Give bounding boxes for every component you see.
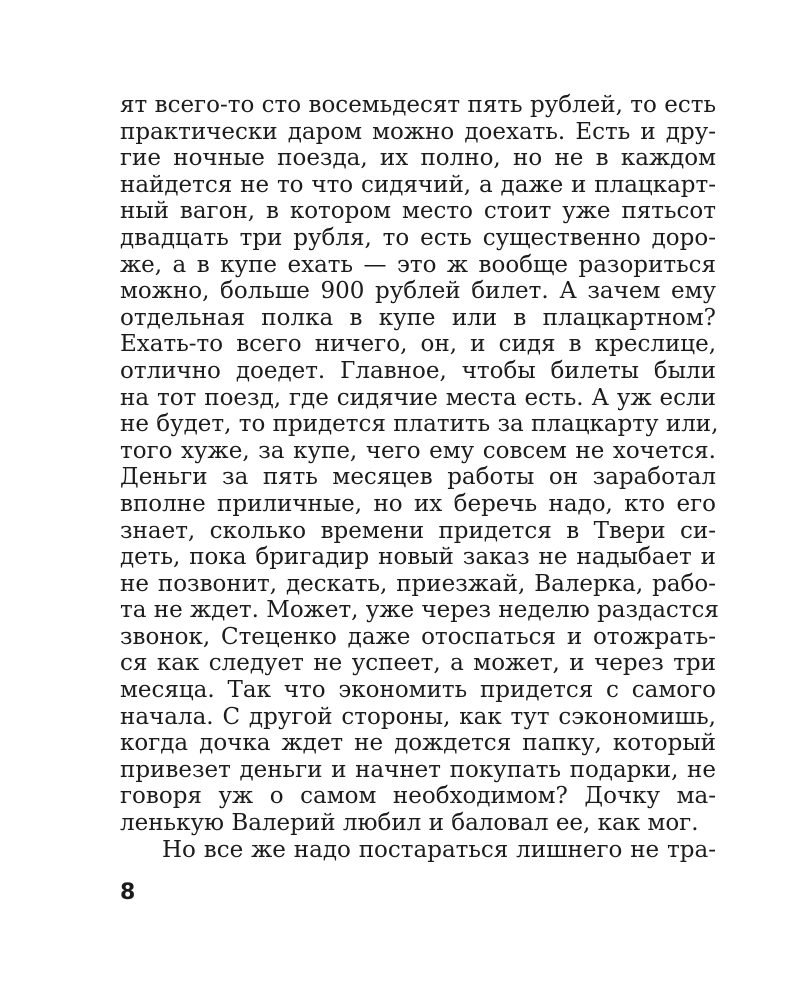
paragraph-end-line: ленькую Валерий любил и баловал ее, как мог. — [120, 810, 699, 837]
text-line: отдельная полка в купе или в плацкартном? — [120, 304, 716, 331]
text-line: можно, больше 900 рублей билет. А зачем ему — [120, 278, 716, 305]
text-line: месяца. Так что экономить придется с самого — [120, 677, 716, 704]
text-line: практически даром можно доехать. Есть и дру- — [120, 118, 716, 145]
text-line: когда дочка ждет не дождется папку, который — [120, 730, 716, 757]
text-line: ся как следует не успеет, а может, и через три — [120, 650, 716, 677]
text-line: отлично доедет. Главное, чтобы билеты были — [120, 357, 716, 384]
paragraph-start-line: Но все же надо постараться лишнего не тра- — [162, 836, 716, 863]
text-line: Ехать-то всего ничего, он, и сидя в креслице, — [120, 331, 716, 358]
text-line: на тот поезд, где сидячие места есть. А уж если — [120, 384, 716, 411]
text-line: звонок, Стеценко даже отоспаться и отожрать- — [120, 623, 716, 650]
text-line: двадцать три рубля, то есть существенно доро- — [120, 224, 716, 251]
page-number: 8 — [120, 880, 136, 905]
text-line: найдется не то что сидячий, а даже и плацкарт- — [120, 171, 716, 198]
text-line: же, а в купе ехать — это ж вообще разориться — [120, 251, 716, 278]
text-line: ный вагон, в котором место стоит уже пятьсот — [120, 198, 716, 225]
text-line: деть, пока бригадир новый заказ не надыбает и — [120, 544, 716, 571]
body-text — [120, 92, 719, 863]
text-line: не позвонит, дескать, приезжай, Валерка, рабо- — [120, 570, 716, 597]
text-line: гие ночные поезда, их полно, но не в каждом — [120, 145, 716, 172]
text-line: знает, сколько времени придется в Твери си- — [120, 517, 716, 544]
text-line: того хуже, за купе, чего ему совсем не хочется. — [120, 437, 716, 464]
text-line: не будет, то придется платить за плацкарту или, — [120, 411, 719, 438]
text-line: начала. С другой стороны, как тут сэкономишь, — [120, 703, 716, 730]
text-line: ят всего-то сто восемьдесят пять рублей, то есть — [120, 92, 716, 118]
text-line: Деньги за пять месяцев работы он заработал — [120, 464, 716, 491]
text-line: та не ждет. Может, уже через неделю раздастся — [120, 597, 719, 624]
text-line: говоря уж о самом необходимом? Дочку ма- — [120, 783, 716, 810]
text-line: привезет деньги и начнет покупать подарки, не — [120, 756, 716, 783]
text-line: вполне приличные, но их беречь надо, кто его — [120, 490, 716, 517]
